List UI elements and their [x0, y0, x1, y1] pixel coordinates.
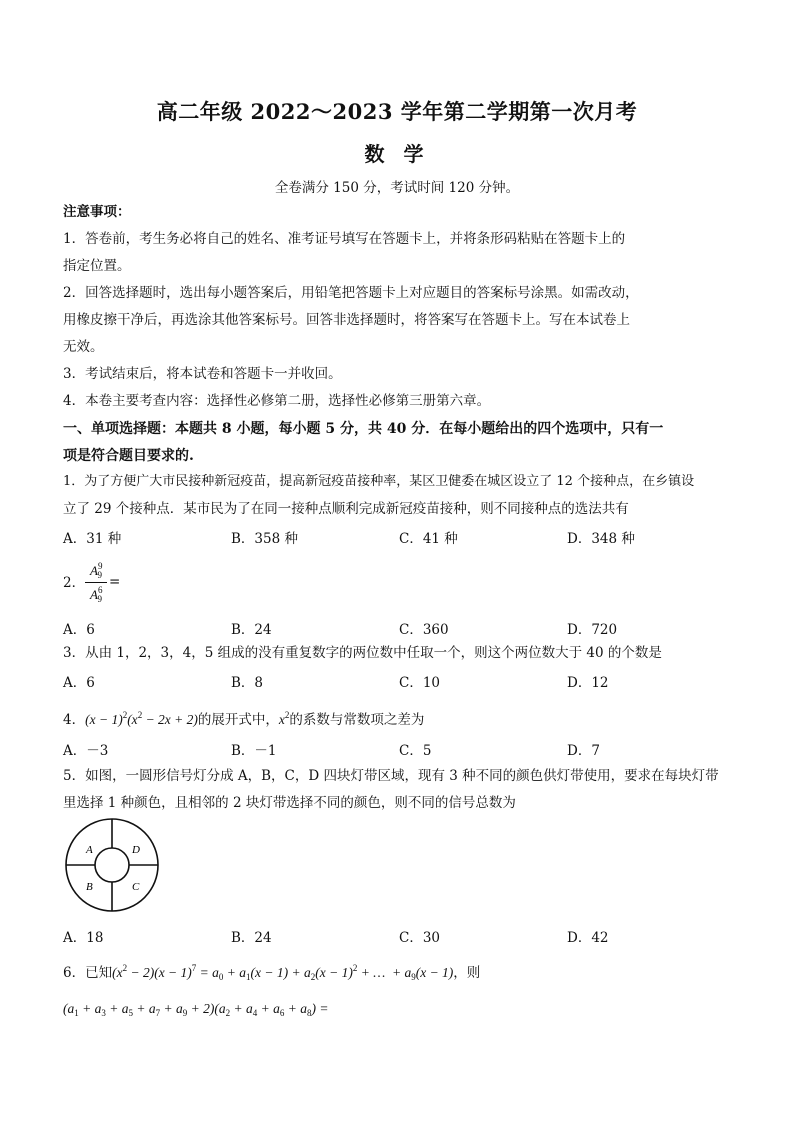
section-1-heading-line-2: 项是符合题目要求的.: [63, 448, 194, 464]
q5-line-1: 5．如图，一圆形信号灯分成 A，B，C，D 四块灯带区域，现有 3 种不同的颜色供灯带使用，要求在每块灯带: [63, 768, 719, 784]
region-label-d: D: [132, 844, 140, 856]
q4-line: 4．$(x - 1)^2(x^2 - 2x + 2)$的展开式中，$x^2$的系数与常数项之差为: [63, 710, 425, 728]
subject-title: 数 学: [364, 142, 430, 166]
q4-option-d: D．7: [567, 743, 600, 759]
q5-option-a: A．18: [63, 930, 104, 946]
section-1-heading-line-1: 一、单项选择题：本题共 8 小题，每小题 5 分，共 40 分．在每小题给出的四个选项中，只有一: [63, 421, 664, 437]
q4-expression: $(x - 1)^2(x^2 - 2x + 2)$: [85, 710, 198, 727]
inner-circle: [95, 848, 129, 882]
q2-option-d: D．720: [567, 622, 618, 638]
note-2-line-2: 用橡皮擦干净后，再选涂其他答案标号。回答非选择题时，将答案写在答题卡上。写在本试卷上: [63, 312, 630, 328]
q1-line-2: 立了 29 个接种点．某市民为了在同一接种点顺利完成新冠疫苗接种，则不同接种点的选法共有: [63, 501, 629, 517]
note-2-line-3: 无效。: [63, 339, 104, 355]
q5-option-c: C．30: [399, 930, 441, 946]
note-4: 4．本卷主要考查内容：选择性必修第二册，选择性必修第三册第六章。: [63, 393, 491, 409]
q4-option-a: A．－3: [63, 743, 109, 759]
note-2-line-1: 2．回答选择题时，选出每小题答案后，用铅笔把答题卡上对应题目的答案标号涂黑。如需改动，: [63, 285, 639, 301]
note-1-line-2: 指定位置。: [63, 258, 131, 274]
q4-term: $x^2$: [278, 710, 290, 727]
region-label-a: A: [86, 844, 93, 856]
q5-line-2: 里选择 1 种颜色，且相邻的 2 块灯带选择不同的颜色，则不同的信号总数为: [63, 795, 516, 811]
q3-option-b: B．8: [231, 675, 264, 691]
full-mark-note: 全卷满分 150 分，考试时间 120 分钟。: [274, 180, 520, 196]
q2-equals: =: [109, 574, 121, 590]
q4-option-c: C．5: [399, 743, 432, 759]
q1-line-1: 1．为了方便广大市民接种新冠疫苗，提高新冠疫苗接种率，某区卫健委在城区设立了 12 个接种点，在乡镇设: [63, 474, 695, 489]
q6-line-2: [63, 1000, 328, 1022]
q3-option-a: A．6: [63, 675, 95, 691]
signal-light-figure: [64, 817, 160, 913]
q1-option-a: A．31 种: [63, 531, 122, 547]
q2-option-a: A．6: [63, 622, 95, 638]
notes-heading: 注意事项：: [63, 204, 131, 220]
exam-title: 高二年级 2022～2023 学年第二学期第一次月考: [156, 99, 638, 124]
region-label-b: B: [86, 881, 93, 893]
q5-option-d: D．42: [567, 930, 609, 946]
region-label-c: C: [132, 881, 140, 893]
q6-identity: $(x^2 - 2)(x - 1)^7 = a_0 + a_1(x - 1) + a_2(x - 1)^2$ + … + $a_9(x - 1)$: [112, 963, 454, 982]
q4-option-b: B．－1: [231, 743, 277, 759]
q1-option-d: D．348 种: [567, 531, 635, 547]
q3-option-d: D．12: [567, 675, 609, 691]
q1-option-b: B．358 种: [231, 531, 298, 547]
q6-line-1: 6．已知$(x^2 - 2)(x - 1)^7 = a_0 + a_1(x - 1) + a_2(x - 1)^2$ + … + $a_9(x - 1)$，则: [63, 963, 481, 982]
q3-text: 3．从由 1，2，3，4，5 组成的没有重复数字的两位数中任取一个，则这个两位数大于 40 的个数是: [63, 645, 662, 661]
q1-option-c: C．41 种: [399, 531, 458, 547]
q2-option-b: B．24: [231, 622, 272, 638]
q2-number: 2．: [63, 575, 86, 591]
q2-option-c: C．360: [399, 622, 449, 638]
q2-fraction-bar: [85, 582, 107, 583]
note-1-line-1: 1．答卷前，考生务必将自己的姓名、准考证号填写在答题卡上，并将条形码粘贴在答题卡上的: [63, 231, 626, 247]
q2-denominator: $A^6_9$: [90, 585, 103, 604]
q5-option-b: B．24: [231, 930, 272, 946]
q2-fraction: [84, 561, 108, 605]
q2-numerator: $A^9_9$: [90, 561, 103, 580]
q3-option-c: C．10: [399, 675, 441, 691]
q6-expression: $(a_1 + a_3 + a_5 + a_7 + a_9 + 2)(a_2 + a_4 + a_6 + a_8)$ =: [63, 1001, 329, 1018]
note-3: 3．考试结束后，将本试卷和答题卡一并收回。: [63, 366, 342, 382]
